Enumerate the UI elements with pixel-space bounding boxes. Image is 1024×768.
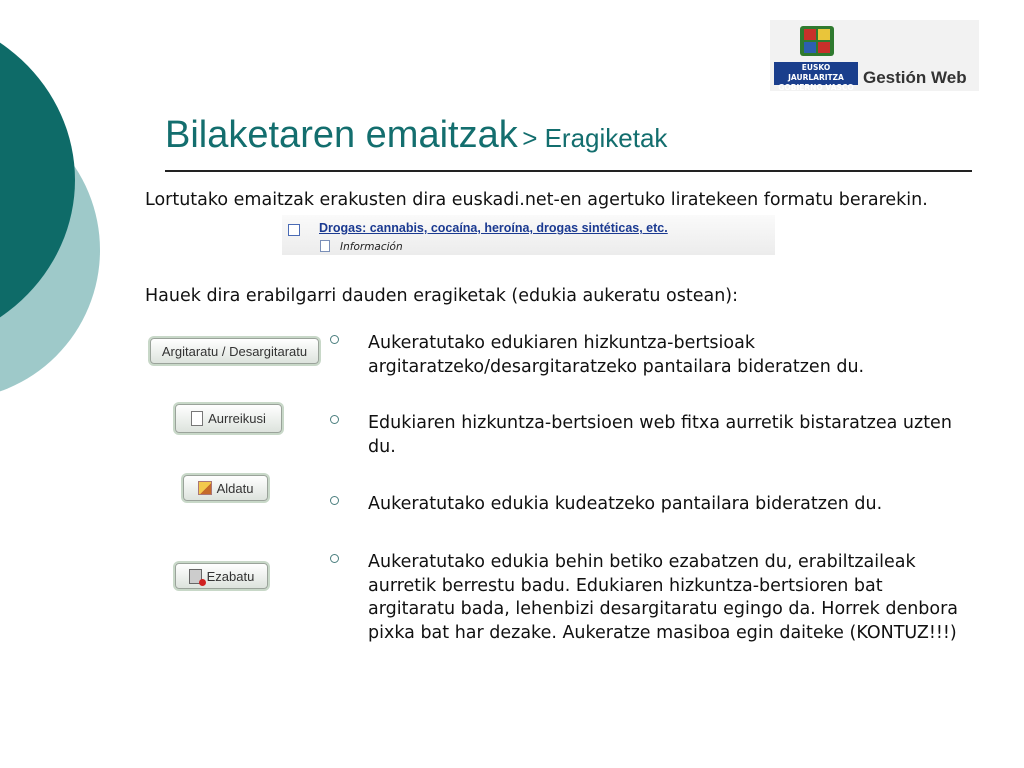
list-item-text: Aukeratutako edukia behin betiko ezabatzen du, erabiltzaileak aurretik berrestu badu. Edukiaren hizkuntza-bertsioren bat argitaratu bada, lehenbizi desargitaratu egingo da. Horrek denbora pixka bat har dezake. Aukeratze masiboa egin daiteke (KONTUZ!!!) (368, 552, 959, 643)
bullet-icon (330, 415, 339, 424)
bullet-icon (330, 335, 339, 344)
document-icon (320, 240, 330, 252)
list-item-text: Aukeratutako edukiaren hizkuntza-bertsioak argitaratzeko/desargitaratzeko pantailara bideratzen du. (368, 333, 865, 377)
logo-brand: Gestión Web (863, 68, 967, 87)
title-sub: > Eragiketak (522, 123, 668, 153)
title-divider (165, 170, 972, 172)
delete-button (175, 563, 268, 589)
document-icon (191, 411, 203, 426)
list-item-text: Edukiaren hizkuntza-bertsioen web fitxa aurretik bistaratzea uzten du. (368, 413, 952, 457)
page-title (165, 114, 667, 157)
coat-of-arms-icon (798, 24, 836, 58)
bullet-icon (330, 496, 339, 505)
list-item-text: Aukeratutako edukia kudeatzeko pantailara bideratzen du. (368, 494, 883, 514)
edit-button-label: Aldatu (216, 480, 254, 496)
preview-button (175, 404, 282, 433)
operations-heading: Hauek dira erabilgarri dauden eragiketak (edukia aukeratu ostean): (145, 286, 739, 306)
preview-button-label: Aurreikusi (208, 411, 266, 426)
pencil-icon (198, 481, 212, 495)
example-result-link: Drogas: cannabis, cocaína, heroína, drogas sintéticas, etc. (319, 221, 668, 235)
government-name-box (774, 62, 858, 92)
logo-line-2: GOBIERNO VASCO (778, 83, 854, 92)
edit-button (183, 475, 268, 501)
logo-line-1: EUSKO JAURLARITZA (788, 63, 844, 82)
example-info-label: Información (340, 241, 403, 253)
title-main: Bilaketaren emaitzak (165, 114, 518, 156)
delete-button-label: Ezabatu (206, 568, 255, 584)
bullet-icon (330, 554, 339, 563)
example-result-screenshot (282, 215, 775, 255)
publish-button (150, 338, 319, 364)
publish-button-label: Argitaratu / Desargitaratu (161, 343, 308, 359)
trash-icon (189, 569, 202, 584)
intro-text: Lortutako emaitzak erakusten dira euskadi.net-en agertuko liratekeen formatu berarekin. (145, 190, 928, 210)
government-logo (770, 20, 979, 91)
checkbox-icon (288, 224, 300, 236)
